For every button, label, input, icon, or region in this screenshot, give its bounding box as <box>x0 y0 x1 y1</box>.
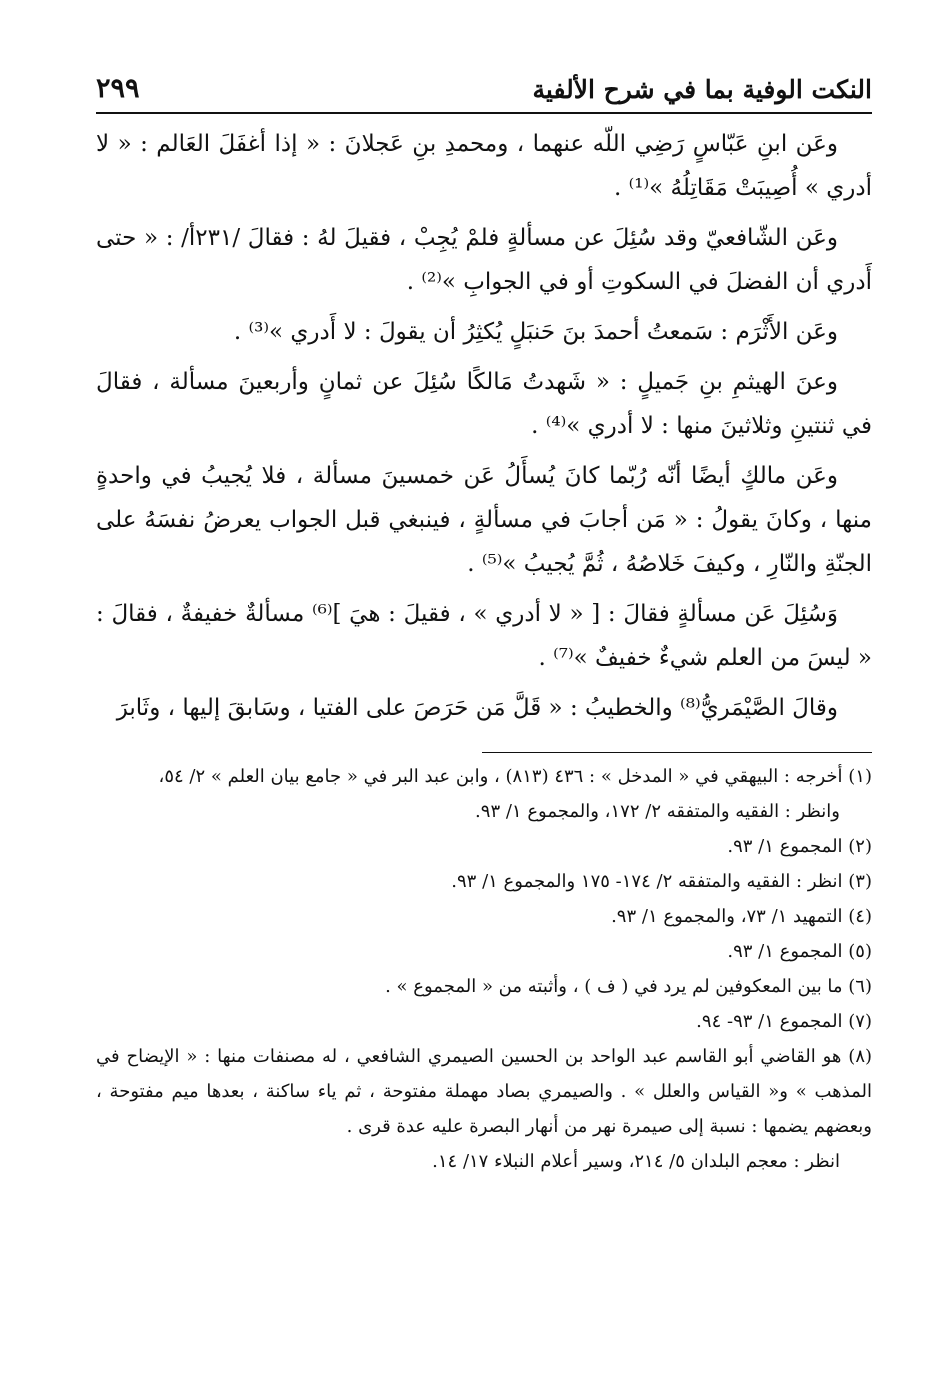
paragraph: وعَن ابنِ عَبّاسٍ رَضِي اللّه عنهما ، ومحمدِ بنِ عَجلانَ : « إذا أغفَلَ العَالم : « لا أدري » أُصِيبَتْ مَقَاتِلُهُ »⁽¹⁾ . <box>96 131 872 201</box>
footnote-text: (٣) انظر : الفقيه والمتفقه ٢/ ١٧٤- ١٧٥ والمجموع ١/ ٩٣. <box>451 871 872 892</box>
footnote-3 <box>96 864 872 899</box>
footnote-text: (٤) التمهيد ١/ ٧٣، والمجموع ١/ ٩٣. <box>611 906 872 927</box>
page <box>96 60 872 1179</box>
footnote-text: (٧) المجموع ١/ ٩٣- ٩٤. <box>696 1011 872 1032</box>
paragraph: وَسُئِلَ عَن مسألةٍ فقالَ : [ « لا أدري » ، فقيلَ : هيَ ]⁽⁶⁾ مسألةٌ خفيفةٌ ، فقالَ : « ليسَ من العلم شيءٌ خفيفٌ »⁽⁷⁾ . <box>96 601 872 671</box>
page-header <box>96 60 872 114</box>
footnote-continuation: انظر : معجم البلدان ٥/ ٢١٤، وسير أعلام النبلاء ١٧/ ١٤. <box>432 1151 840 1172</box>
page-number: ٢٩٩ <box>96 73 140 104</box>
footnote-6 <box>96 969 872 1004</box>
paragraph: وعَن الشّافعيّ وقد سُئِلَ عن مسألةٍ فلمْ يُجِبْ ، فقيلَ لهُ : فقالَ /٢٣١أ/ : « حتى أَدري أن الفضلَ في السكوتِ أو في الجوابِ »⁽²⁾ . <box>96 225 872 295</box>
paragraph: وعنَ الهيثمِ بنِ جَميلٍ : « شَهدتُ مَالكًا سُئِلَ عن ثمانٍ وأربعينَ مسألة ، فقالَ في ثنتينِ وثلاثينَ منها : لا أدري »⁽⁴⁾ . <box>96 369 872 439</box>
footnote-text: (٥) المجموع ١/ ٩٣. <box>727 941 872 962</box>
main-text <box>96 122 872 730</box>
footnote-text: (١) أخرجه : البيهقي في « المدخل » : ٤٣٦ (٨١٣) ، وابن عبد البر في « جامع بيان العلم » ٢/ ٥٤، <box>158 766 872 787</box>
footnote-divider <box>482 752 872 753</box>
paragraph: وقالَ الصَّيْمَريُّ⁽⁸⁾ والخطيبُ : « قَلَّ مَن حَرَصَ على الفتيا ، وسَابقَ إليها ، وثَابرَ <box>116 695 838 721</box>
footnote-text: (٦) ما بين المعكوفين لم يرد في ( ف ) ، وأثبته من « المجموع » . <box>385 976 872 997</box>
footnote-5 <box>96 934 872 969</box>
paragraph: وعَن مالكٍ أيضًا أنّه رُبّما كانَ يُسأَلُ عَن خمسينَ مسألة ، فلا يُجيبُ في واحدةٍ منها ، وكانَ يقولُ : « مَن أجابَ في مسألةٍ ، فينبغي قبل الجواب يعرضُ نفسَهُ على الجنّةِ والنّارِ ، وكيفَ خَلاصُهُ ، ثُمَّ يُجيبُ »⁽⁵⁾ . <box>96 463 872 577</box>
footnote-text: (٨) هو القاضي أبو القاسم عبد الواحد بن الحسين الصيمري الشافعي ، له مصنفات منها : « الإيضاح في المذهب » و« القياس والعلل » . والصيمري بصاد مهملة مفتوحة ، ثم ياء ساكنة ، بعدها ميم مفتوحة ، وبعضهم يضمها : نسبة إلى صيمرة نهر من أنهار البصرة عليه عدة قرى . <box>96 1046 873 1137</box>
paragraph: وعَن الأَثْرَم : سَمعتُ أحمدَ بنَ حَنبَلٍ يُكثِرُ أن يقولَ : لا أَدري »⁽³⁾ . <box>233 319 838 345</box>
footnote-4 <box>96 899 872 934</box>
footnote-1 <box>96 759 872 829</box>
footnote-8 <box>96 1039 872 1179</box>
footnote-text: (٢) المجموع ١/ ٩٣. <box>727 836 872 857</box>
footnote-7 <box>96 1004 872 1039</box>
footnote-2 <box>96 829 872 864</box>
book-title: النكت الوفية بما في شرح الألفية <box>532 75 872 104</box>
footnote-continuation: وانظر : الفقيه والمتفقه ٢/ ١٧٢، والمجموع ١/ ٩٣. <box>475 801 840 822</box>
footnotes <box>96 759 872 1179</box>
